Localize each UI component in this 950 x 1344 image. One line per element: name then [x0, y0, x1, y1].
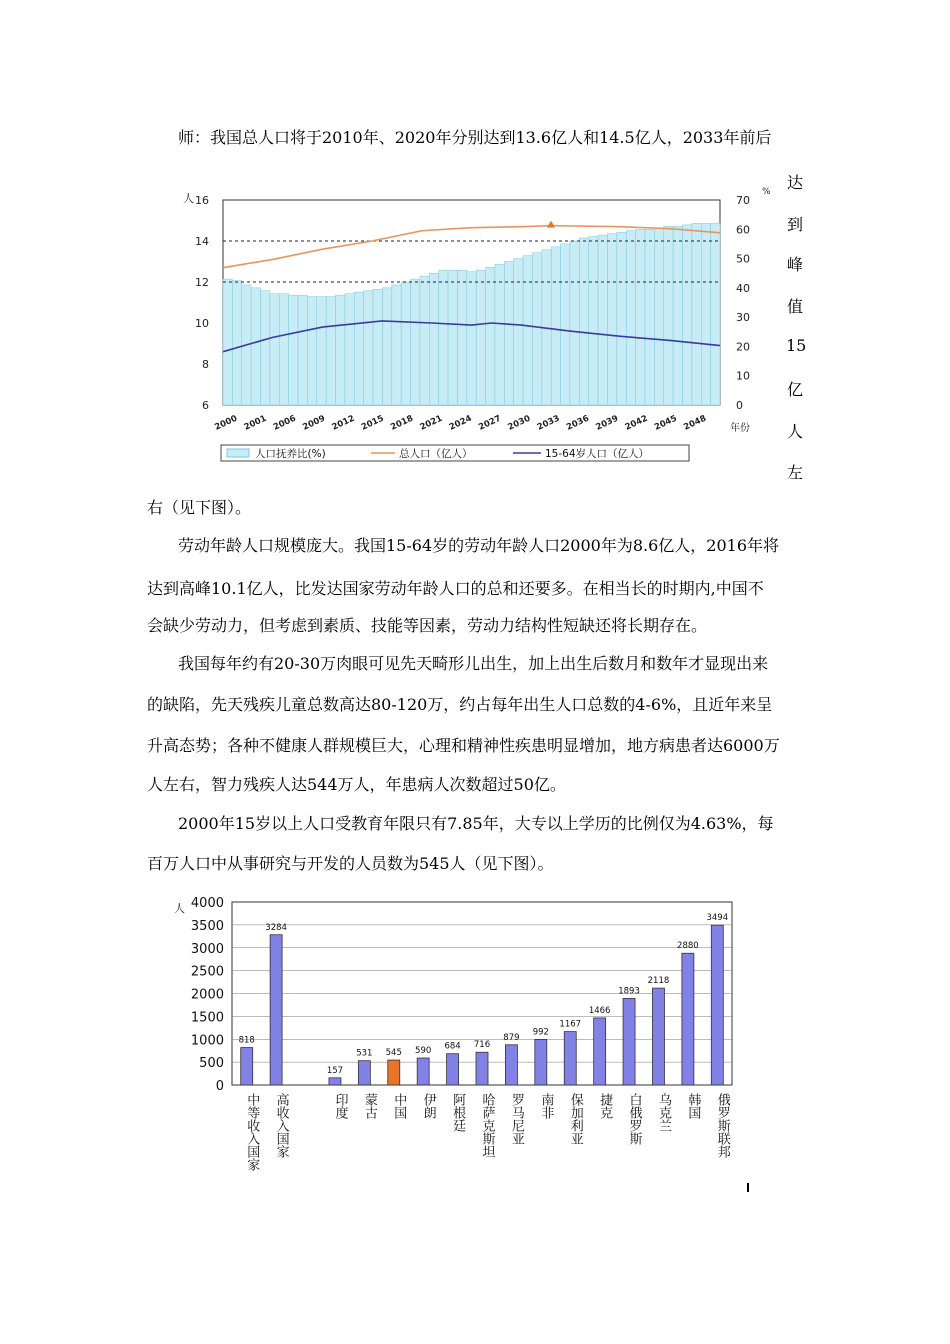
dependency-ratio-bar: [457, 270, 466, 405]
category-label: 印度: [332, 1093, 348, 1119]
dependency-ratio-bar: [636, 229, 645, 405]
left-axis-tick: 12: [195, 276, 209, 289]
y-axis-unit: 人: [174, 902, 185, 915]
bar: [447, 1054, 459, 1085]
vertical-char: 峰: [786, 255, 803, 274]
dependency-ratio-bar: [504, 262, 513, 406]
category-label: 俄罗斯联邦: [714, 1093, 730, 1158]
legend-label: 人口抚养比(%): [255, 448, 326, 460]
x-axis-tick: 2009: [301, 413, 327, 433]
y-axis-tick: 2500: [190, 964, 224, 980]
x-axis-tick: 2018: [389, 413, 415, 433]
dependency-ratio-bar: [701, 223, 710, 405]
paragraph-2-line-2: 达到高峰10.1亿人，比发达国家劳动年龄人口的总和还要多。在相当长的时期内,中国不: [147, 579, 764, 598]
dependency-ratio-bar: [232, 281, 241, 405]
legend-swatch-bars: [227, 449, 249, 457]
bar: [329, 1078, 341, 1085]
category-label: 中等收入国家: [244, 1093, 260, 1171]
bar: [417, 1058, 429, 1085]
dependency-ratio-bar: [345, 294, 354, 405]
left-axis-unit: 人: [183, 192, 194, 205]
category-label: 中国: [391, 1093, 407, 1119]
dependency-ratio-bar: [326, 297, 335, 405]
bar-value-label: 992: [532, 1027, 549, 1038]
category-label: 南非: [538, 1093, 554, 1119]
bar-value-label: 3494: [706, 913, 729, 924]
bar: [358, 1061, 370, 1085]
dependency-ratio-bar: [420, 276, 429, 405]
left-axis-tick: 8: [202, 358, 209, 371]
bar: [476, 1052, 488, 1085]
bar-value-label: 545: [385, 1048, 402, 1059]
vertical-char: 人: [786, 422, 803, 441]
paragraph-4-line-2: 百万人口中从事研究与开发的人员数为545人（见下图）。: [147, 854, 554, 873]
dependency-ratio-bar: [429, 273, 438, 405]
bar-value-label: 2880: [677, 941, 699, 952]
dependency-ratio-bar: [514, 259, 523, 405]
y-axis-tick: 1000: [190, 1033, 224, 1049]
paragraph-3-line-1: 我国每年约有20-30万肉眼可见先天畸形儿出生，加上出生后数月和数年才显现出来: [178, 654, 769, 673]
dependency-ratio-bar: [551, 247, 560, 405]
dependency-ratio-bar: [495, 264, 504, 405]
paragraph-2-line-1: 劳动年龄人口规模庞大。我国15-64岁的劳动年龄人口2000年为8.6亿人，2016年将: [178, 536, 780, 555]
y-axis-tick: 0: [215, 1079, 224, 1094]
x-axis-tick: 2006: [271, 413, 298, 433]
bar-value-label: 716: [473, 1040, 491, 1051]
bar: [594, 1018, 606, 1085]
dependency-ratio-bar: [373, 289, 382, 405]
x-axis-tick: 2027: [477, 413, 503, 433]
category-label: 罗马尼亚: [508, 1093, 524, 1145]
bar: [711, 925, 723, 1085]
dependency-ratio-bar: [476, 270, 485, 405]
dependency-ratio-bar: [411, 279, 420, 405]
dependency-ratio-bar: [336, 295, 345, 405]
dependency-ratio-bar: [711, 223, 720, 405]
x-axis-tick: 2021: [418, 413, 445, 433]
x-axis-tick: 2045: [653, 413, 679, 433]
vertical-char: 到: [786, 215, 803, 234]
category-label: 伊朗: [420, 1093, 436, 1119]
dependency-ratio-bar: [289, 295, 298, 405]
dependency-ratio-bar: [251, 288, 260, 405]
category-label: 高收入国家: [273, 1093, 289, 1158]
dependency-ratio-bar: [561, 244, 570, 405]
dependency-ratio-bar: [626, 231, 635, 405]
page-mark: [747, 1183, 749, 1192]
bar-value-label: 157: [326, 1065, 344, 1076]
vertical-char: 达: [786, 173, 803, 192]
bar: [505, 1045, 517, 1085]
paragraph-3-line-2: 的缺陷，先天残疾儿童总数高达80-120万，约占每年出生人口总数的4-6%，且近年来呈: [147, 695, 773, 714]
vertical-char: 15: [786, 336, 807, 355]
dependency-ratio-bar: [401, 282, 410, 405]
dependency-ratio-bar: [682, 225, 691, 405]
category-label: 捷克: [597, 1093, 613, 1119]
y-axis-tick: 3500: [190, 918, 224, 934]
bar-value-label: 531: [356, 1048, 373, 1059]
dependency-ratio-bar: [270, 294, 279, 405]
paragraph-1-line-1: 师：我国总人口将于2010年、2020年分别达到13.6亿人和14.5亿人，2033年前后: [178, 128, 772, 147]
dependency-ratio-bar: [523, 256, 532, 405]
right-axis-tick: 70: [736, 194, 750, 207]
paragraph-4-line-1: 2000年15岁以上人口受教育年限只有7.85年，大专以上学历的比例仅为4.63%，每: [178, 814, 774, 833]
dependency-ratio-bar: [579, 238, 588, 405]
bar: [270, 935, 282, 1085]
population-chart: [170, 178, 771, 478]
dependency-ratio-bar: [467, 272, 476, 405]
dependency-ratio-bar: [589, 237, 598, 405]
y-axis-tick: 1500: [190, 1010, 224, 1026]
category-label: 阿根廷: [450, 1093, 466, 1132]
bar-value-label: 1466: [588, 1005, 611, 1016]
dependency-ratio-bar: [673, 226, 682, 405]
x-axis-tick: 2042: [623, 413, 650, 433]
x-axis-tick: 2001: [242, 413, 269, 433]
right-axis-tick: 20: [736, 340, 750, 354]
bar-value-label: 1893: [618, 986, 640, 997]
dependency-ratio-bar: [382, 288, 391, 405]
dependency-ratio-bar: [392, 285, 401, 405]
bar-value-label: 590: [415, 1046, 432, 1057]
bar-value-label: 684: [444, 1041, 461, 1052]
vertical-char: 亿: [786, 380, 803, 399]
dependency-ratio-bar: [598, 235, 607, 405]
dependency-ratio-bar: [223, 279, 232, 405]
paragraph-3-line-4: 人左右，智力残疾人达544万人，年患病人次数超过50亿。: [147, 775, 566, 794]
bar: [564, 1032, 576, 1085]
bar: [682, 953, 694, 1085]
x-axis-tick: 2012: [330, 413, 357, 433]
dependency-ratio-bar: [607, 234, 616, 405]
y-axis-tick: 2000: [190, 987, 224, 1003]
bar-value-label: 818: [238, 1035, 255, 1046]
category-label: 哈萨克斯坦: [479, 1093, 495, 1158]
bar: [241, 1048, 253, 1085]
y-axis-tick: 500: [199, 1056, 224, 1072]
dependency-ratio-bar: [448, 270, 457, 405]
dependency-ratio-bar: [532, 253, 541, 405]
x-axis-tick: 2015: [359, 413, 386, 433]
dependency-ratio-bar: [279, 294, 288, 405]
bar: [388, 1060, 400, 1085]
x-axis-tick: 2048: [682, 413, 708, 433]
category-label: 白俄罗斯: [626, 1093, 642, 1145]
x-axis-tick: 2000: [213, 413, 239, 433]
dependency-ratio-bar: [486, 267, 495, 405]
category-label: 乌克兰: [655, 1093, 671, 1132]
left-axis-tick: 10: [195, 317, 209, 330]
x-axis-tick: 2036: [565, 413, 591, 433]
right-axis-tick: 50: [736, 252, 750, 266]
paragraph-3-line-3: 升高态势；各种不健康人群规模巨大，心理和精神性疾患明显增加，地方病患者达6000万: [147, 736, 780, 755]
bar-value-label: 1167: [559, 1019, 582, 1030]
dependency-ratio-bar: [354, 292, 363, 405]
dependency-ratio-bar: [645, 229, 654, 405]
y-axis-tick: 3000: [190, 941, 224, 957]
bar-value-label: 879: [503, 1032, 520, 1043]
right-axis-tick: 40: [736, 281, 750, 295]
dependency-ratio-bar: [364, 291, 373, 405]
x-axis-tick: 2030: [506, 413, 533, 433]
category-label: 蒙古: [361, 1093, 377, 1119]
legend-label: 总人口（亿人）: [399, 448, 473, 460]
dependency-ratio-bar: [617, 232, 626, 405]
right-axis-unit: %: [762, 187, 771, 197]
dependency-ratio-bar: [439, 270, 448, 405]
dependency-ratio-bar: [261, 291, 270, 405]
dependency-ratio-bar: [307, 297, 316, 405]
x-axis-label: 年份: [730, 423, 750, 434]
dependency-ratio-bar: [298, 295, 307, 405]
dependency-ratio-bar: [317, 297, 326, 405]
right-axis-tick: 10: [736, 369, 750, 383]
paragraph-2-line-3: 会缺少劳动力，但考虑到素质、技能等因素，劳动力结构性短缺还将长期存在。: [147, 616, 708, 635]
researchers-bar-chart: [168, 888, 768, 1198]
bar-value-label: 3284: [265, 922, 287, 933]
bar: [535, 1040, 547, 1085]
left-axis-tick: 14: [195, 235, 209, 248]
x-axis-tick: 2039: [594, 413, 621, 433]
right-axis-tick: 30: [736, 311, 750, 325]
right-axis-tick: 60: [736, 223, 750, 237]
dependency-ratio-bar: [570, 241, 579, 405]
bar: [623, 998, 635, 1085]
left-axis-tick: 6: [202, 399, 209, 412]
legend-label: 15-64岁人口（亿人）: [545, 448, 650, 460]
y-axis-tick: 4000: [190, 896, 224, 911]
dependency-ratio-bar: [654, 228, 663, 405]
x-axis-tick: 2024: [447, 413, 474, 433]
category-label: 保加利亚: [567, 1093, 583, 1145]
vertical-char: 左: [786, 463, 803, 482]
dependency-ratio-bar: [664, 226, 673, 405]
vertical-char: 值: [786, 297, 803, 316]
x-axis-tick: 2033: [535, 413, 562, 433]
right-axis-tick: 0: [736, 399, 743, 412]
category-label: 韩国: [685, 1093, 701, 1119]
bar-value-label: 2118: [647, 976, 670, 987]
dependency-ratio-bar: [692, 223, 701, 405]
left-axis-tick: 16: [195, 194, 209, 207]
bar: [652, 988, 664, 1085]
paragraph-1-line-2: 右（见下图）。: [147, 498, 252, 517]
